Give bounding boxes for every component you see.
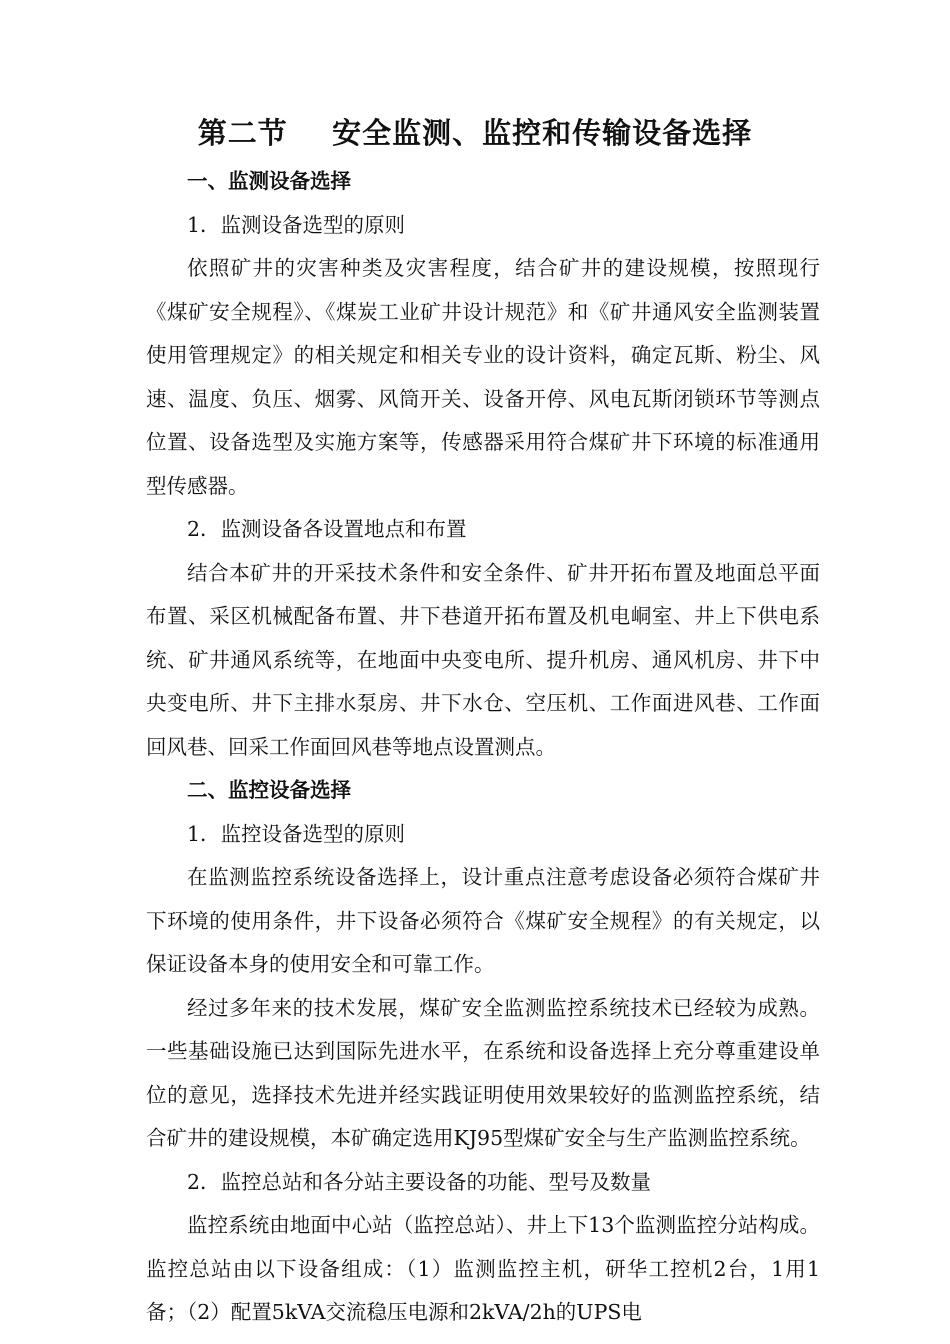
paragraph: 在监测监控系统设备选择上，设计重点注意考虑设备必须符合煤矿井下环境的使用条件，井下设备必须符合《煤矿安全规程》的有关规定，以保证设备本身的使用安全和可靠工作。 [146, 865, 820, 976]
page-title: 第二节 安全监测、监控和传输设备选择 [197, 116, 753, 150]
section-heading-monitoring-equipment: 一、监测设备选择 [187, 169, 351, 193]
paragraph: 依照矿井的灾害种类及灾害程度，结合矿井的建设规模，按照现行《煤矿安全规程》、《煤炭工业矿井设计规范》和《矿井通风安全监测装置使用管理规定》的相关规定和相关专业的设计资料，确定瓦斯、粉尘、风速、温度、负压、烟雾、风筒开关、设备开停、风电瓦斯闭锁环节等测点位置、设备选型及实施方案等，传感器采用符合煤矿井下环境的标准通用型传感器。 [146, 256, 820, 498]
paragraph: 监控系统由地面中心站（监控总站）、井上下13个监测监控分站构成。监控总站由以下设备组成：（1）监测监控主机，研华工控机2台，1用1备；（2）配置5kVA交流稳压电源和2kVA/2h的UPS电 [146, 1213, 820, 1324]
paragraph: 结合本矿井的开采技术条件和安全条件、矿井开拓布置及地面总平面布置、采区机械配备布置、井下巷道开拓布置及机电峒室、井上下供电系统、矿井通风系统等，在地面中央变电所、提升机房、通风机房、井下中央变电所、井下主排水泵房、井下水仓、空压机、工作面进风巷、工作面回风巷、回采工作面回风巷等地点设置测点。 [146, 560, 820, 759]
paragraph: 经过多年来的技术发展，煤矿安全监测监控系统技术已经较为成熟。一些基础设施已达到国际先进水平，在系统和设备选择上充分尊重建设单位的意见，选择技术先进并经实践证明使用效果较好的监测监控系统，结合矿井的建设规模，本矿确定选用KJ95型煤矿安全与生产监测监控系统。 [146, 995, 820, 1150]
subsection-heading-station-equipment: 2．监控总站和各分站主要设备的功能、型号及数量 [187, 1169, 652, 1194]
subsection-heading-control-selection-principle: 1．监控设备选型的原则 [187, 821, 406, 846]
section-heading-control-equipment: 二、监控设备选择 [187, 778, 351, 802]
subsection-heading-installation-locations: 2．监测设备各设置地点和布置 [187, 517, 467, 541]
document-body [146, 160, 820, 1335]
subsection-heading-selection-principle: 1．监测设备选型的原则 [187, 212, 406, 237]
